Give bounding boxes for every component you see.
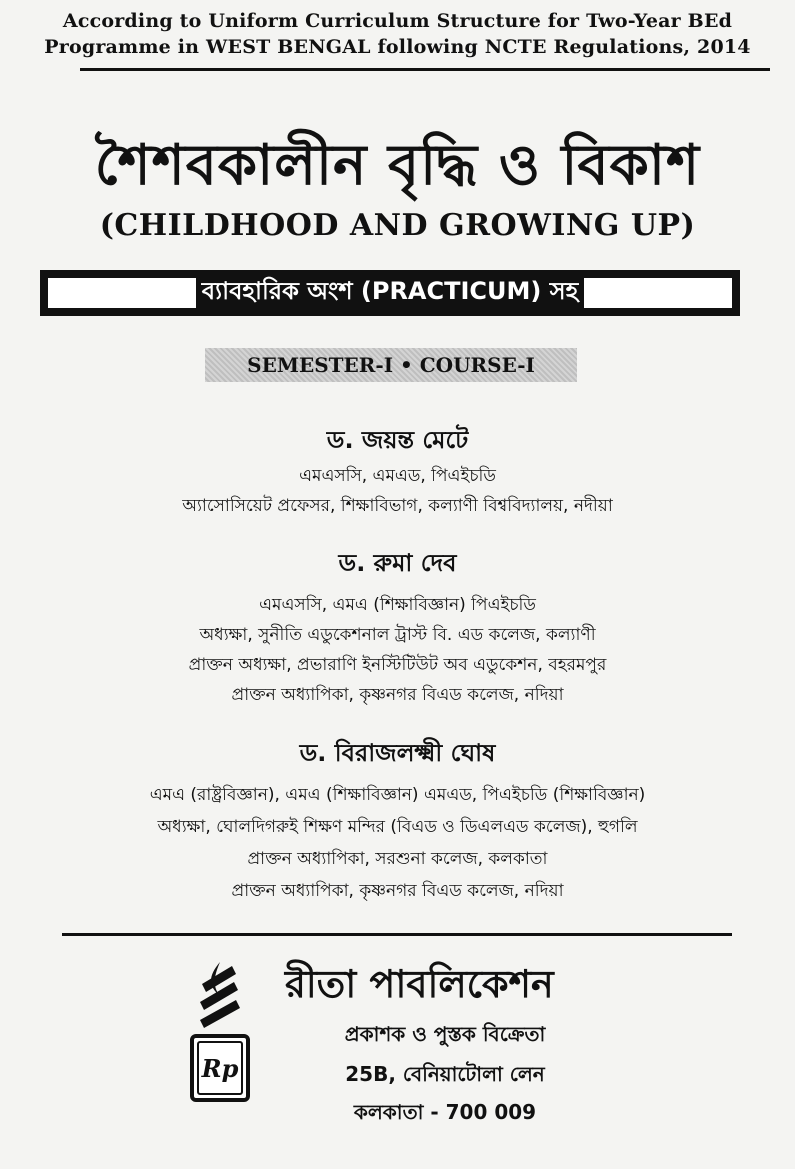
practicum-label: ব্যাবহারিক অংশ (PRACTICUM) সহ (196, 271, 584, 315)
author-detail: এমএসসি, এমএড, পিএইচডি (299, 466, 496, 486)
publisher-address: 25B, বেনিয়াটোলা লেন (345, 1062, 545, 1086)
author-name: ড. রুমা দেব (338, 549, 457, 577)
publisher-city: কলকাতা - 700 009 (353, 1100, 537, 1124)
publisher-logo-icon (190, 962, 250, 1102)
semester-course-label: SEMESTER-I • COURSE-I (205, 348, 577, 382)
author-detail: অধ্যক্ষা, ঘোলদিগরুই শিক্ষণ মন্দির (বিএড ও ডিএলএড কলেজ), হুগলি (157, 817, 638, 837)
publisher-name: রীতা পাবলিকেশন (285, 962, 554, 1006)
header-line-2: Programme in WEST BENGAL following NCTE Regulations, 2014 (44, 36, 751, 58)
bottom-divider (62, 933, 732, 936)
author-detail: অ্যাসোসিয়েট প্রফেসর, শিক্ষাবিভাগ, কল্যাণী বিশ্ববিদ্যালয়, নদীয়া (182, 496, 613, 516)
author-detail: প্রাক্তন অধ্যক্ষা, প্রভারাণি ইনস্টিটিউট অব এডুকেশন, বহরমপুর (188, 655, 607, 675)
author-name: ড. বিরাজলক্ষ্মী ঘোষ (299, 739, 496, 767)
practicum-banner (40, 270, 740, 316)
top-divider (80, 68, 770, 71)
author-detail: প্রাক্তন অধ্যাপিকা, কৃষ্ণনগর বিএড কলেজ, নদিয়া (231, 881, 564, 901)
title-bengali: শৈশবকালীন বৃদ্ধি ও বিকাশ (94, 133, 701, 198)
author-detail: প্রাক্তন অধ্যাপিকা, সরশুনা কলেজ, কলকাতা (247, 849, 548, 869)
author-detail: প্রাক্তন অধ্যাপিকা, কৃষ্ণনগর বিএড কলেজ, নদিয়া (231, 685, 564, 705)
author-detail: এমএ (রাষ্ট্রবিজ্ঞান), এমএ (শিক্ষাবিজ্ঞান) এমএড, পিএইচডি (শিক্ষাবিজ্ঞান) (149, 785, 646, 805)
author-detail: অধ্যক্ষা, সুনীতি এডুকেশনাল ট্রাস্ট বি. এড কলেজ, কল্যাণী (199, 625, 596, 645)
author-detail: এমএসসি, এমএ (শিক্ষাবিজ্ঞান) পিএইচডি (259, 595, 536, 615)
title-english: (CHILDHOOD AND GROWING UP) (99, 208, 696, 243)
author-name: ড. জয়ন্ত মেটে (326, 426, 469, 454)
logo-text: Rp (201, 1054, 239, 1083)
header-line-1: According to Uniform Curriculum Structure for Two-Year BEd (62, 10, 733, 32)
publisher-subtitle: প্রকাশক ও পুস্তক বিক্রেতা (344, 1022, 546, 1046)
